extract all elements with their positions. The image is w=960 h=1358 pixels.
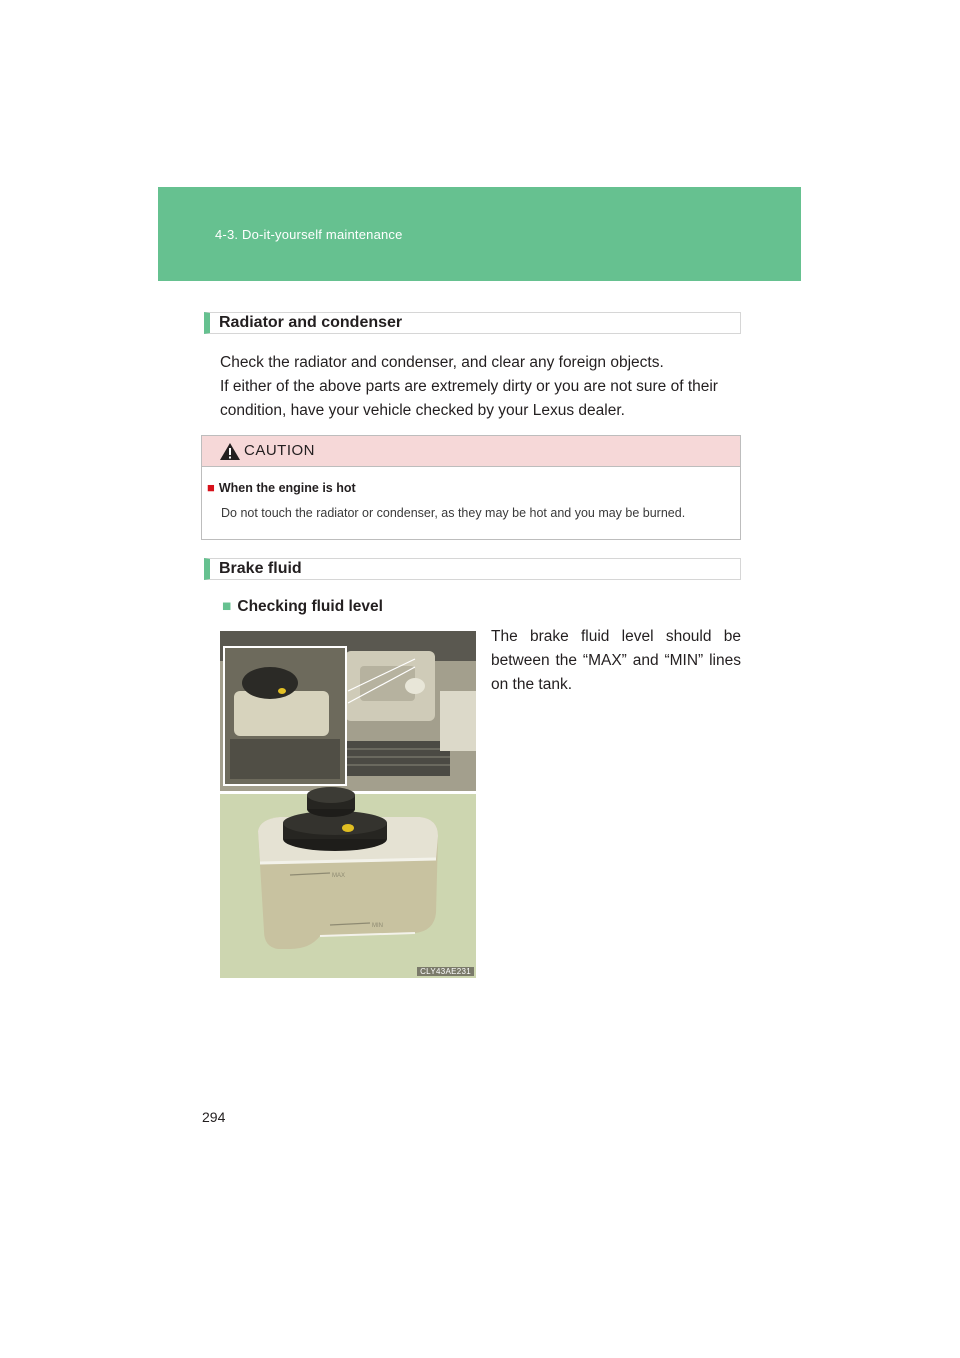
caution-box bbox=[201, 435, 741, 540]
warning-triangle-icon bbox=[219, 442, 241, 461]
section-heading-label: Brake fluid bbox=[219, 560, 302, 577]
header-band bbox=[158, 187, 801, 281]
caution-body: Do not touch the radiator or condenser, as they may be hot and you may be burned. bbox=[221, 506, 686, 520]
caution-title: CAUTION bbox=[244, 442, 315, 459]
section-title: 4-3. Do-it-yourself maintenance bbox=[215, 227, 403, 242]
section-heading-brake-fluid bbox=[204, 558, 741, 580]
caution-header bbox=[202, 436, 740, 467]
radiator-para-2a: If either of the above parts are extremely dirty or you are not sure of their bbox=[220, 378, 718, 395]
caution-subheading-text: When the engine is hot bbox=[218, 481, 356, 495]
radiator-para-2b: condition, have your vehicle checked by your Lexus dealer. bbox=[220, 402, 625, 419]
subheading-checking-fluid bbox=[222, 598, 383, 616]
subheading-text: Checking fluid level bbox=[237, 598, 383, 615]
brake-fluid-description: The brake fluid level should be between the “MAX” and “MIN” lines on the tank. bbox=[491, 628, 741, 693]
page-number: 294 bbox=[202, 1109, 226, 1125]
tank-max-label: MAX bbox=[332, 873, 346, 879]
radiator-body bbox=[220, 351, 745, 423]
red-square-bullet-icon: ■ bbox=[207, 480, 215, 495]
green-square-bullet-icon: ■ bbox=[222, 598, 232, 615]
radiator-para-1: Check the radiator and condenser, and clear any foreign objects. bbox=[220, 354, 664, 371]
figure-code: CLY43AE231 bbox=[417, 967, 474, 976]
caution-subheading bbox=[207, 480, 356, 495]
brake-fluid-illustration bbox=[220, 631, 476, 978]
tank-min-label: MIN bbox=[372, 923, 383, 929]
brake-fluid-figure bbox=[220, 631, 476, 978]
section-heading-radiator bbox=[204, 312, 741, 334]
section-heading-label: Radiator and condenser bbox=[219, 314, 403, 331]
